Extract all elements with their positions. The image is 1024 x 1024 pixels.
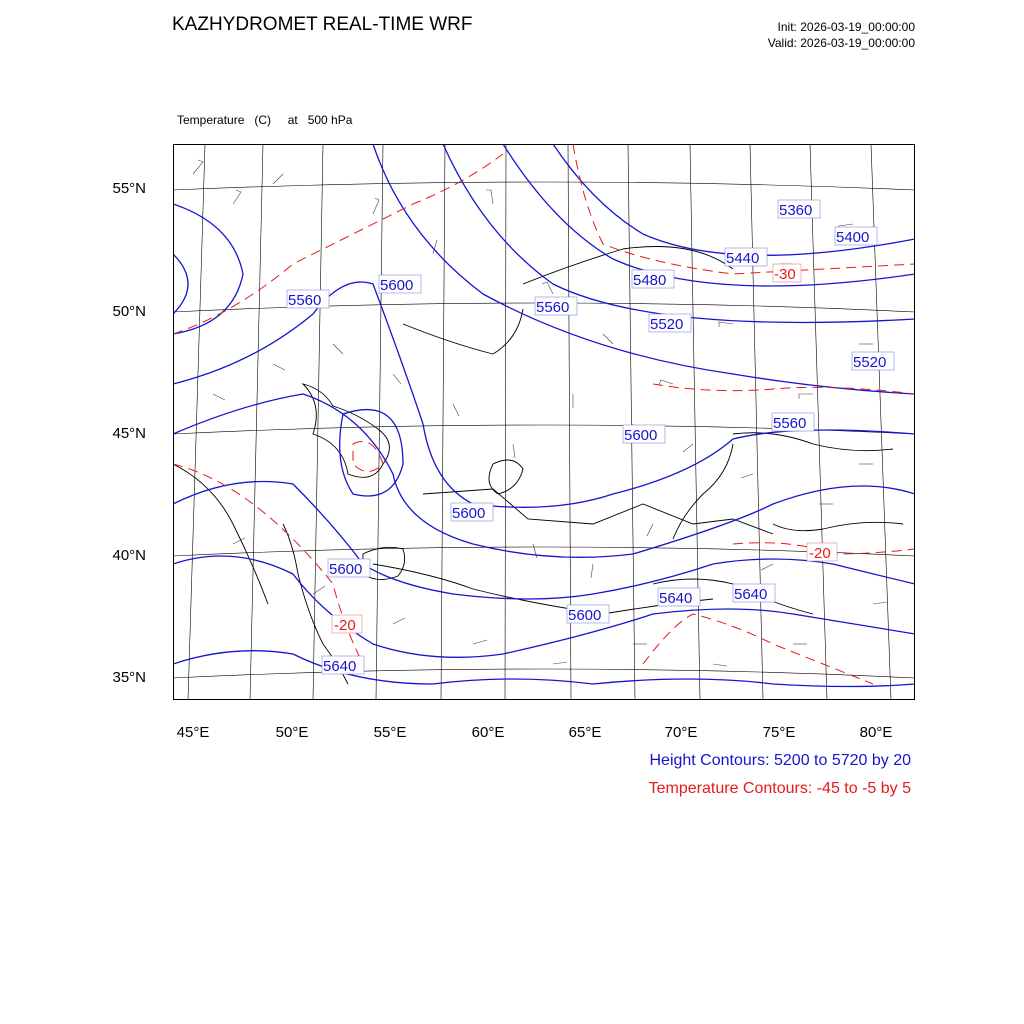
temperature-label: -20 xyxy=(809,545,831,562)
height-label: 5520 xyxy=(650,316,684,333)
height-label: 5480 xyxy=(633,272,667,289)
height-label: 5560 xyxy=(536,299,570,316)
init-time: Init: 2026-03-19_00:00:00 xyxy=(777,20,915,34)
lon-label: 75°E xyxy=(762,724,796,741)
height-label: 5440 xyxy=(726,250,760,267)
height-label: 5600 xyxy=(624,427,658,444)
lon-label: 70°E xyxy=(664,724,698,741)
temperature-label: -30 xyxy=(774,266,796,283)
lat-label: 40°N xyxy=(112,547,146,564)
lon-label: 55°E xyxy=(373,724,407,741)
valid-time: Valid: 2026-03-19_00:00:00 xyxy=(767,36,915,50)
height-label: 5360 xyxy=(779,202,813,219)
lat-label: 35°N xyxy=(112,669,146,686)
height-label: 5520 xyxy=(853,354,887,371)
height-label: 5600 xyxy=(452,505,486,522)
height-label: 5400 xyxy=(836,229,870,246)
height-legend: Height Contours: 5200 to 5720 by 20 xyxy=(649,752,911,769)
height-label: 5600 xyxy=(380,277,414,294)
lat-label: 50°N xyxy=(112,303,146,320)
height-label: 5640 xyxy=(659,590,693,607)
lon-label: 60°E xyxy=(471,724,505,741)
lon-label: 50°E xyxy=(275,724,309,741)
chart-title: KAZHYDROMET REAL-TIME WRF xyxy=(172,14,473,35)
lon-label: 80°E xyxy=(859,724,893,741)
lon-label: 45°E xyxy=(176,724,210,741)
lat-label: 45°N xyxy=(112,425,146,442)
temperature-label: -20 xyxy=(334,617,356,634)
height-label: 5560 xyxy=(288,292,322,309)
lat-label: 55°N xyxy=(112,180,146,197)
height-label: 5600 xyxy=(568,607,602,624)
field-temperature: Temperature (C) at 500 hPa xyxy=(177,113,353,127)
height-label: 5640 xyxy=(734,586,768,603)
weather-map xyxy=(173,144,915,700)
height-label: 5640 xyxy=(323,658,357,675)
lon-label: 65°E xyxy=(568,724,602,741)
height-label: 5600 xyxy=(329,561,363,578)
init-valid-times xyxy=(768,19,915,51)
temperature-legend: Temperature Contours: -45 to -5 by 5 xyxy=(648,780,911,797)
height-label: 5560 xyxy=(773,415,807,432)
